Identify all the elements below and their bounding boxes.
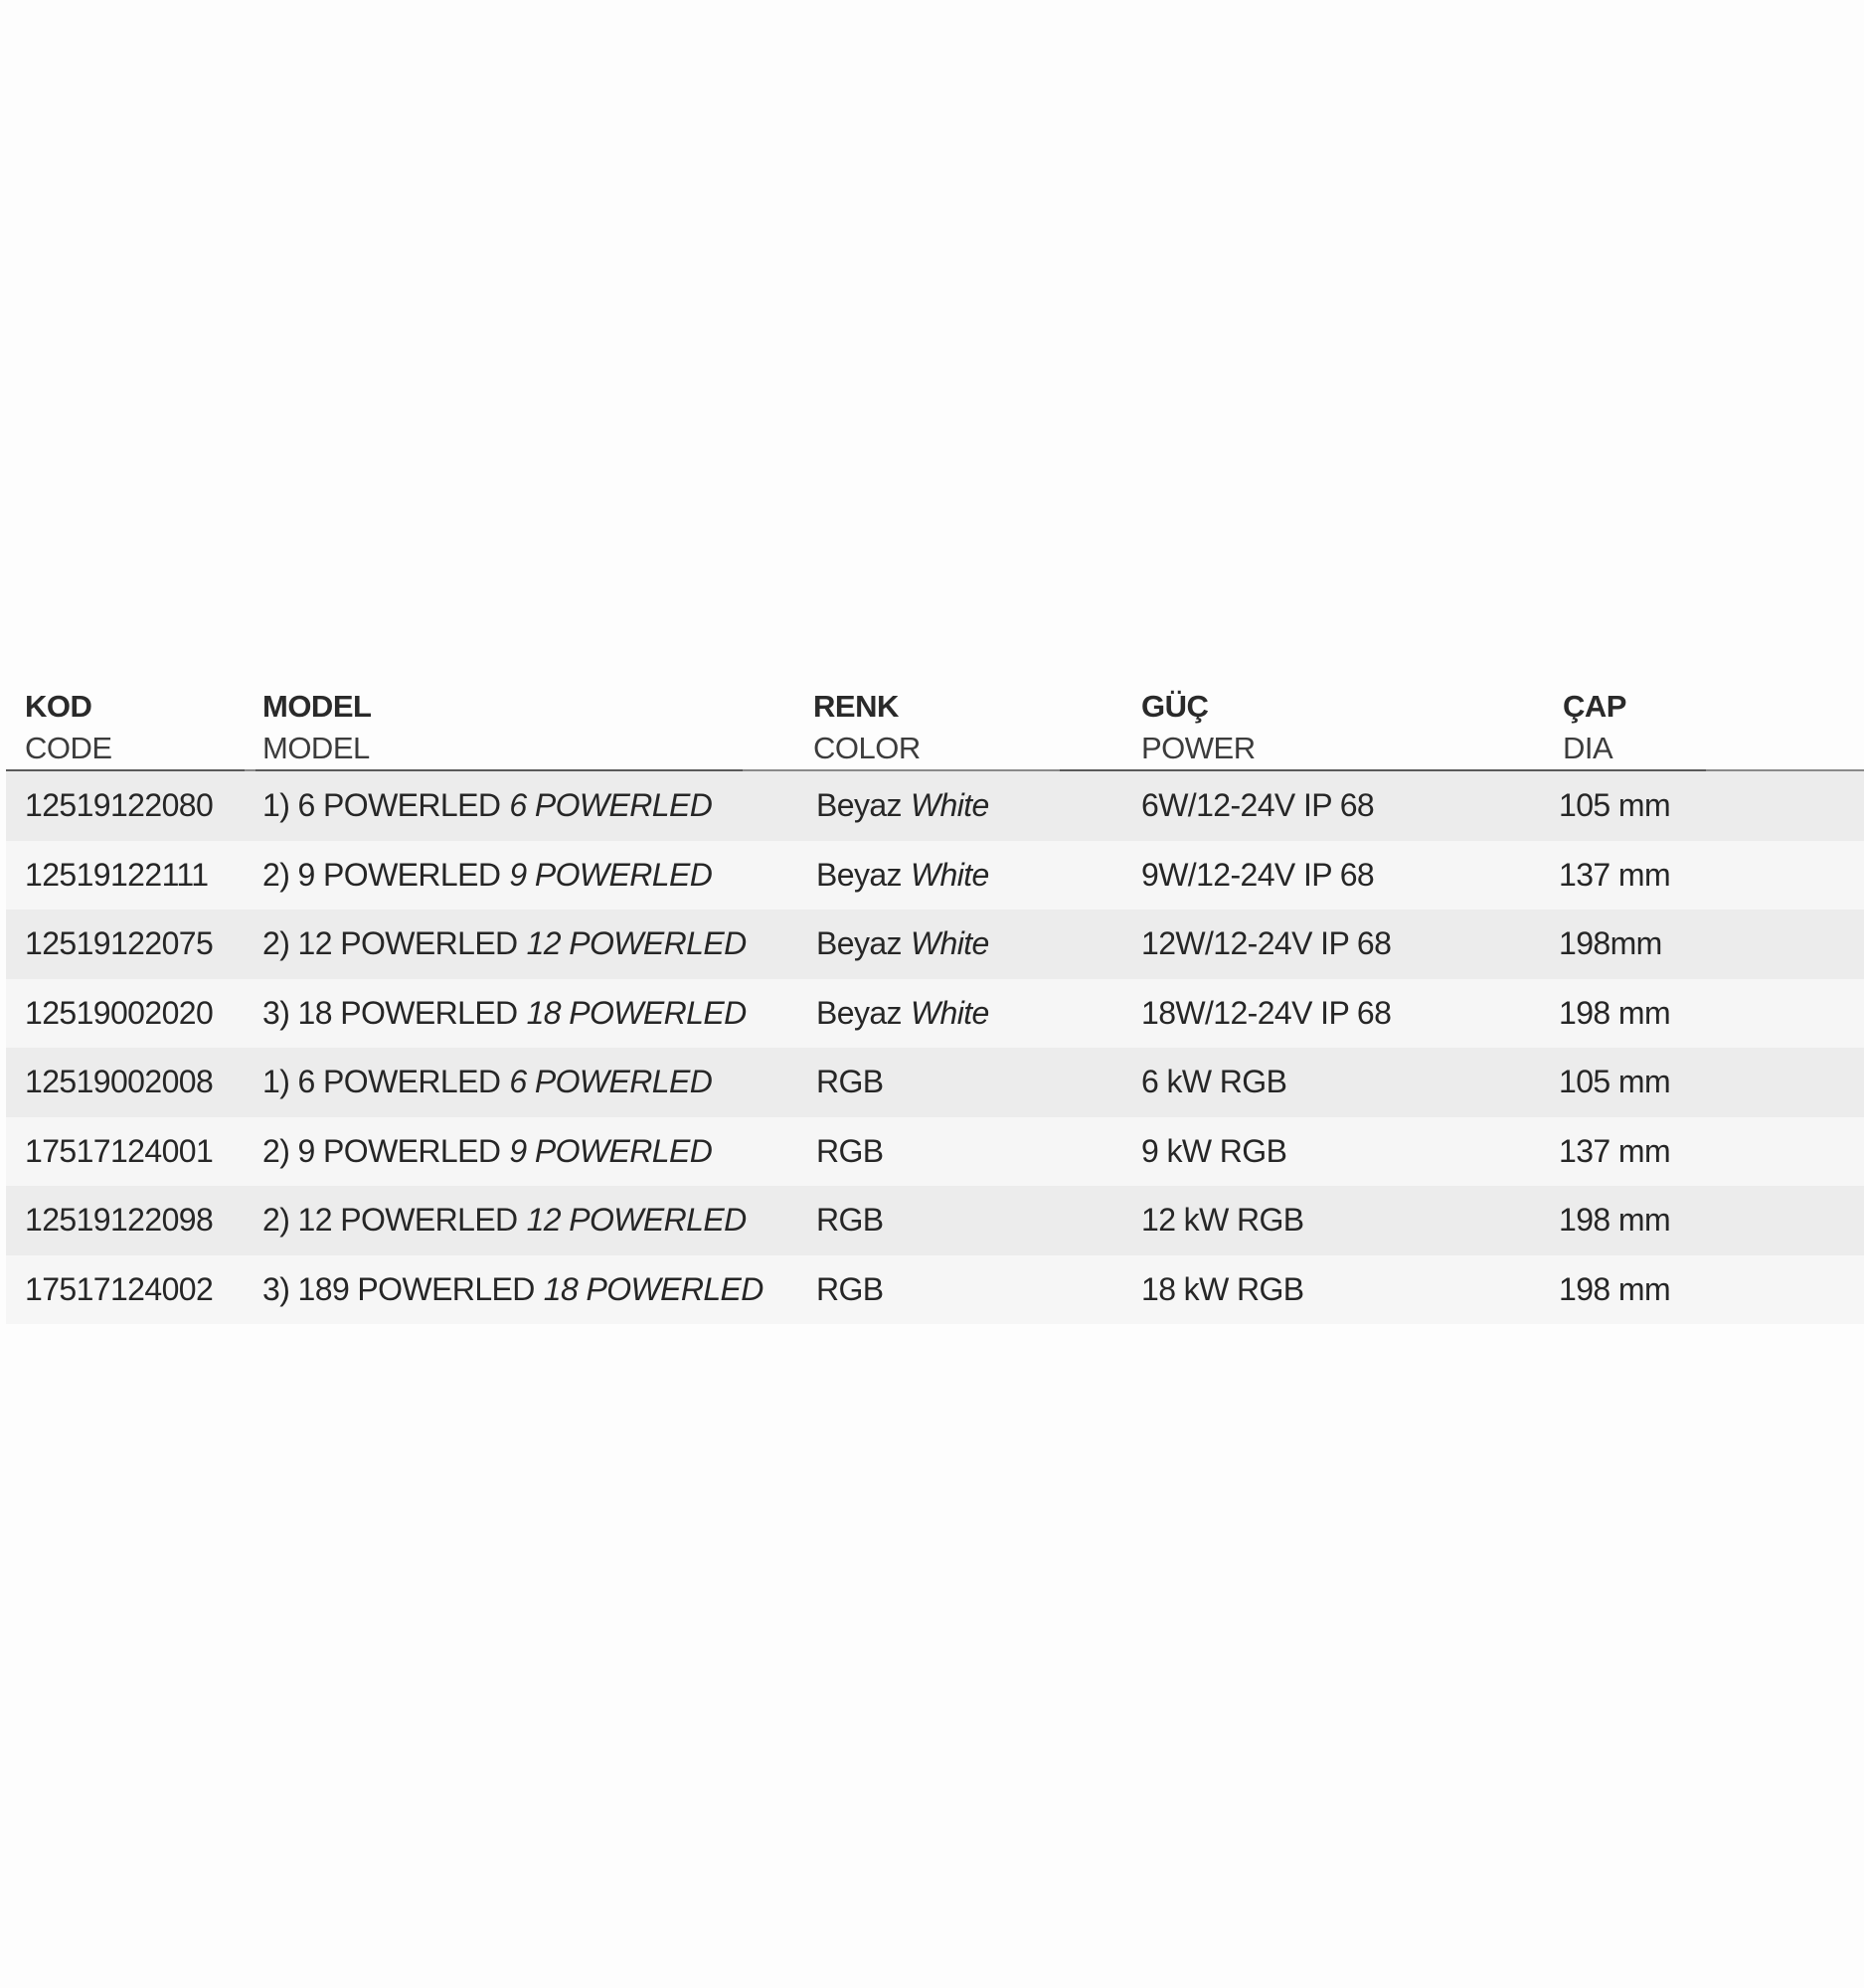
table-header-row xyxy=(6,676,1864,771)
color-tr: Beyaz xyxy=(816,994,902,1031)
cell-code: 12519002008 xyxy=(25,1064,214,1100)
product-spec-table xyxy=(6,676,1864,1324)
cell-dia: 137 mm xyxy=(1559,1132,1670,1169)
cell-model xyxy=(262,1255,763,1325)
cell-power: 9W/12-24V IP 68 xyxy=(1141,856,1375,893)
cell-power: 18W/12-24V IP 68 xyxy=(1141,994,1392,1031)
header-model-en: MODEL xyxy=(262,731,370,765)
table-row xyxy=(6,1117,1864,1187)
header-color xyxy=(813,686,921,769)
cell-color: RGB xyxy=(816,1202,884,1239)
header-dia-tr: ÇAP xyxy=(1563,689,1626,724)
cell-code: 12519122111 xyxy=(25,856,209,893)
cell-dia: 198mm xyxy=(1559,925,1662,962)
header-power-tr: GÜÇ xyxy=(1141,689,1209,724)
model-tr: 2) 12 POWERLED xyxy=(262,925,518,962)
color-en: White xyxy=(910,994,989,1031)
cell-model xyxy=(262,1117,712,1187)
cell-power: 9 kW RGB xyxy=(1141,1132,1287,1169)
table-row xyxy=(6,979,1864,1049)
header-code-tr: KOD xyxy=(25,689,92,724)
model-en: 6 POWERLED xyxy=(509,787,713,824)
color-en: White xyxy=(910,787,989,824)
model-tr: 2) 12 POWERLED xyxy=(262,1202,518,1239)
cell-power: 12W/12-24V IP 68 xyxy=(1141,925,1392,962)
cell-code: 17517124002 xyxy=(25,1270,214,1307)
table-row xyxy=(6,1255,1864,1325)
color-tr: Beyaz xyxy=(816,787,902,824)
table-row xyxy=(6,1048,1864,1117)
cell-power: 6W/12-24V IP 68 xyxy=(1141,787,1375,824)
cell-model xyxy=(262,771,712,841)
cell-model xyxy=(262,1048,712,1117)
header-dia-en: DIA xyxy=(1563,731,1613,765)
header-power xyxy=(1141,686,1256,769)
cell-color: RGB xyxy=(816,1064,884,1100)
cell-power: 12 kW RGB xyxy=(1141,1202,1304,1239)
header-code-en: CODE xyxy=(25,731,112,765)
header-color-en: COLOR xyxy=(813,731,921,765)
cell-color xyxy=(816,771,989,841)
cell-code: 12519122075 xyxy=(25,925,214,962)
header-model-tr: MODEL xyxy=(262,689,372,724)
model-tr: 2) 9 POWERLED xyxy=(262,1132,501,1169)
model-tr: 2) 9 POWERLED xyxy=(262,856,501,893)
cell-power: 18 kW RGB xyxy=(1141,1270,1304,1307)
model-en: 9 POWERLED xyxy=(509,1132,713,1169)
model-en: 9 POWERLED xyxy=(509,856,713,893)
header-code xyxy=(25,686,112,769)
cell-model xyxy=(262,910,747,979)
color-tr: Beyaz xyxy=(816,925,902,962)
model-en: 18 POWERLED xyxy=(526,994,747,1031)
cell-color xyxy=(816,910,989,979)
model-en: 12 POWERLED xyxy=(526,925,747,962)
cell-code: 12519002020 xyxy=(25,994,214,1031)
table-row xyxy=(6,771,1864,841)
header-model xyxy=(262,686,371,769)
cell-dia: 105 mm xyxy=(1559,787,1670,824)
header-dia xyxy=(1563,686,1626,769)
model-en: 18 POWERLED xyxy=(543,1270,763,1307)
color-en: White xyxy=(910,856,989,893)
table-row xyxy=(6,1186,1864,1255)
cell-power: 6 kW RGB xyxy=(1141,1064,1287,1100)
cell-color xyxy=(816,841,989,911)
table-row xyxy=(6,910,1864,979)
model-en: 12 POWERLED xyxy=(526,1202,747,1239)
color-en: White xyxy=(910,925,989,962)
header-color-tr: RENK xyxy=(813,689,899,724)
cell-model xyxy=(262,841,712,911)
cell-color: RGB xyxy=(816,1270,884,1307)
cell-color: RGB xyxy=(816,1132,884,1169)
cell-model xyxy=(262,1186,747,1255)
cell-code: 12519122098 xyxy=(25,1202,214,1239)
model-tr: 3) 189 POWERLED xyxy=(262,1270,535,1307)
cell-color xyxy=(816,979,989,1049)
cell-dia: 198 mm xyxy=(1559,1202,1670,1239)
cell-code: 17517124001 xyxy=(25,1132,214,1169)
color-tr: Beyaz xyxy=(816,856,902,893)
cell-dia: 198 mm xyxy=(1559,1270,1670,1307)
cell-code: 12519122080 xyxy=(25,787,214,824)
cell-dia: 137 mm xyxy=(1559,856,1670,893)
cell-model xyxy=(262,979,747,1049)
table-row xyxy=(6,841,1864,911)
model-tr: 1) 6 POWERLED xyxy=(262,1064,501,1100)
model-tr: 1) 6 POWERLED xyxy=(262,787,501,824)
model-tr: 3) 18 POWERLED xyxy=(262,994,518,1031)
cell-dia: 105 mm xyxy=(1559,1064,1670,1100)
header-power-en: POWER xyxy=(1141,731,1256,765)
model-en: 6 POWERLED xyxy=(509,1064,713,1100)
cell-dia: 198 mm xyxy=(1559,994,1670,1031)
